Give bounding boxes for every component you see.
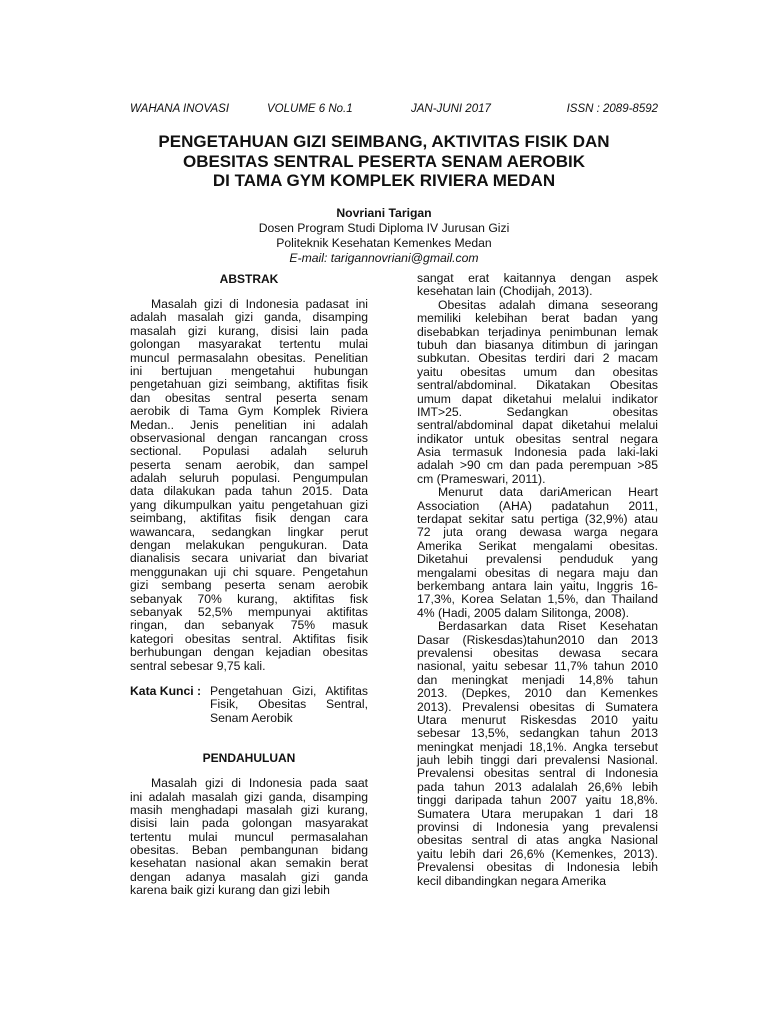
text-line: Dasar (Riskesdas)tahun2010 dan 2013 bbox=[417, 632, 658, 647]
text-line: ringan, dan sebanyak 75% masuk bbox=[130, 618, 368, 633]
right-column bbox=[417, 272, 658, 888]
text-line: mengalami obesitas di negara maju dan bbox=[417, 565, 658, 580]
right-paragraph-3 bbox=[417, 486, 658, 620]
text-line: cm (Prameswari, 2011). bbox=[417, 471, 546, 486]
intro-text bbox=[130, 777, 368, 898]
text-line: Asia termasuk Indonesia pada laki-laki bbox=[417, 445, 658, 460]
text-line: yaitu lebih dari 26,6% (Kemenkes, 2013). bbox=[417, 846, 658, 861]
text-line: tinggi daripada tahun 2007 yaitu 18,8%. bbox=[417, 793, 658, 808]
text-line: berkembang antara lain yaitu, Inggris 16- bbox=[417, 578, 658, 593]
text-line: nasional, yaitu sebesar 11,7% tahun 2010 bbox=[417, 659, 658, 674]
abstract-text bbox=[130, 298, 368, 673]
text-line: Masalah gizi di Indonesia padasat ini bbox=[151, 297, 368, 311]
text-line: Diketahui prevalensi penduduk yang bbox=[417, 552, 658, 567]
text-line: terdapat sekitar satu pertiga (32,9%) atau bbox=[417, 512, 658, 527]
title-line: DI TAMA GYM KOMPLEK RIVIERA MEDAN bbox=[212, 171, 556, 190]
author-affiliation: Dosen Program Studi Diploma IV Jurusan Gizi bbox=[258, 221, 510, 235]
text-line: Senam Aerobik bbox=[210, 710, 293, 725]
journal-volume: VOLUME 6 No.1 bbox=[267, 103, 353, 115]
text-line: ini bertujuan mengetahui hubungan bbox=[130, 363, 368, 378]
text-line: 2013. (Depkes, 2010 dan Kemenkes bbox=[417, 686, 658, 701]
text-line: menggunakan uji chi square. Pengetahun bbox=[130, 564, 368, 579]
text-line: sectional. Populasi adalah seluruh bbox=[130, 444, 368, 459]
text-line: meningkat menjadi 18,1%. Angka tersebut bbox=[417, 739, 658, 754]
text-line: dan meningkat menjadi 14,8% tahun bbox=[417, 672, 658, 687]
text-line: pada tahun 2013 adalalah 26,6% lebih bbox=[417, 779, 658, 794]
text-line: adalah seluruh populasi. Pengumpulan bbox=[130, 471, 368, 486]
text-line: provinsi di Indonesia yang prevalensi bbox=[417, 820, 658, 835]
text-line: masih menghadapi masalah gizi kurang, bbox=[130, 802, 368, 817]
text-line: tubuh dan biasanya ditimbun di jaringan bbox=[417, 337, 658, 352]
text-line: sebanyak 70% kurang, aktifitas fisk bbox=[130, 591, 368, 606]
paper-title bbox=[100, 132, 668, 191]
text-line: yaitu obesitas umum dan obesitas bbox=[417, 364, 658, 379]
author-institution: Politeknik Kesehatan Kemenkes Medan bbox=[276, 236, 492, 250]
text-line: sebesar 13,5%, sedangkan tahun 2013 bbox=[417, 726, 658, 741]
keywords-text bbox=[210, 685, 368, 725]
text-line: Utara menurut Riskesdas 2010 yaitu bbox=[417, 712, 658, 727]
text-line: adalah >90 cm dan pada perempuan >85 bbox=[417, 458, 658, 473]
text-line: dianalisis secara univariat dan bivariat bbox=[130, 551, 368, 566]
intro-heading: PENDAHULUAN bbox=[202, 751, 296, 766]
text-line: berhubungan dengan kejadian obesitas bbox=[130, 645, 368, 660]
text-line: sebanyak 52,5% mempunyai aktifitas bbox=[130, 604, 368, 619]
text-line: 4% (Hadi, 2005 dalam Silitonga, 2008). bbox=[417, 605, 630, 620]
text-line: karena baik gizi kurang dan gizi lebih bbox=[130, 883, 330, 898]
text-line: Obesitas adalah dimana seseorang bbox=[438, 297, 658, 312]
text-line: sangat erat kaitannya dengan aspek bbox=[417, 271, 658, 285]
abstract-heading: ABSTRAK bbox=[219, 272, 279, 286]
text-line: kesehatan nasional akan semakin berat bbox=[130, 856, 368, 871]
text-line: yang dikumpulkan yaitu pengetahuan gizi bbox=[130, 497, 368, 512]
text-line: Prevalensi obesitas sentral di Indonesia bbox=[417, 766, 658, 781]
text-line: obesitas. Beban pembangunan bidang bbox=[130, 843, 368, 858]
text-line: indikator untuk obesitas sentral negara bbox=[417, 431, 658, 446]
text-line: Masalah gizi di Indonesia pada saat bbox=[151, 776, 368, 791]
text-line: prevalensi obesitas dewasa secara bbox=[417, 645, 658, 660]
text-line: dan obesitas sentral peserta senam bbox=[130, 390, 368, 405]
right-paragraph-2 bbox=[417, 299, 658, 486]
text-line: Pengetahuan Gizi, Aktifitas bbox=[210, 683, 368, 698]
text-line: disebabkan terjadinya penimbunan lemak bbox=[417, 324, 658, 339]
left-column bbox=[130, 272, 368, 898]
text-line: gizi sembang peserta senam aerobik bbox=[130, 578, 368, 593]
text-line: muncul permasalahn obesitas. Penelitian bbox=[130, 350, 368, 365]
title-line: PENGETAHUAN GIZI SEIMBANG, AKTIVITAS FISIK DAN bbox=[158, 132, 610, 151]
text-line: obesitas sentral di atas angka Nasional bbox=[417, 833, 658, 848]
text-line: sentral/abdominal dapat diketahui melalui bbox=[417, 418, 658, 433]
text-line: Medan.. Jenis penelitian ini adalah bbox=[130, 417, 368, 432]
text-line: Sumatera Utara merupakan 1 dari 18 bbox=[417, 806, 658, 821]
text-line: masalah gizi kurang, disisi lain pada bbox=[130, 323, 368, 338]
text-line: data dilakukan pada tahun 2015. Data bbox=[130, 484, 368, 499]
right-paragraph-4 bbox=[417, 620, 658, 888]
author-name: Novriani Tarigan bbox=[336, 206, 432, 220]
text-line: Berdasarkan data Riset Kesehatan bbox=[438, 619, 658, 634]
text-line: umum dapat diketahui melalui indikator bbox=[417, 391, 658, 406]
text-line: kecil dibandingkan negara Amerika bbox=[417, 873, 607, 888]
text-line: sentral sebesar 9,75 kali. bbox=[130, 658, 266, 673]
text-line: memiliki kelebihan berat badan yang bbox=[417, 311, 658, 326]
title-line: OBESITAS SENTRAL PESERTA SENAM AEROBIK bbox=[182, 151, 586, 171]
text-line: sentral/abdominal. Dikatakan Obesitas bbox=[417, 378, 658, 393]
text-line: aerobik di Tama Gym Komplek Riviera bbox=[130, 404, 368, 419]
keywords bbox=[130, 685, 368, 725]
journal-name: WAHANA INOVASI bbox=[130, 103, 230, 115]
text-line: disisi lain pada golongan masyarakat bbox=[130, 816, 368, 831]
text-line: subkutan. Obesitas terdiri dari 2 macam bbox=[417, 351, 658, 366]
text-line: peserta senam aerobik, dan sampel bbox=[130, 457, 368, 472]
text-line: tertentu mulai muncul permasalahan bbox=[130, 829, 368, 844]
text-line: observasional dengan rancangan cross bbox=[130, 430, 368, 445]
text-line: golongan masyarakat tertentu mulai bbox=[130, 337, 368, 352]
text-line: kategori obesitas sentral. Aktifitas fisik bbox=[130, 631, 368, 646]
text-line: pengetahuan gizi seimbang, aktifitas fisik bbox=[130, 377, 368, 392]
text-line: ini adalah masalah gizi ganda, disamping bbox=[130, 789, 368, 804]
keywords-label: Kata Kunci : bbox=[130, 683, 202, 698]
text-line: IMT>25. Sedangkan obesitas bbox=[417, 404, 658, 419]
text-line: kesehatan lain (Chodijah, 2013). bbox=[417, 284, 593, 299]
text-line: seimbang, aktifitas fisik dengan cara bbox=[130, 511, 368, 526]
text-line: Amerika Serikat mengalami obesitas. bbox=[417, 538, 658, 553]
text-line: 2013). Prevalensi obesitas di Sumatera bbox=[417, 699, 658, 714]
text-line: 72 juta orang dewasa warga negara bbox=[417, 525, 658, 540]
text-line: jauh lebih tinggi dari prevalensi Nasional. bbox=[417, 753, 658, 768]
author-block bbox=[150, 206, 618, 266]
text-line: 17,3%, Korea Selatan 1,5%, dan Thailand bbox=[417, 592, 658, 607]
right-paragraph-1 bbox=[417, 272, 658, 299]
text-line: dengan melakukan pengukuran. Data bbox=[130, 538, 368, 553]
text-line: adalah masalah gizi ganda, disamping bbox=[130, 310, 368, 325]
text-line: Fisik, Obesitas Sentral, bbox=[210, 697, 368, 712]
text-line: dengan adanya masalah gizi ganda bbox=[130, 869, 368, 884]
text-line: wawancara, sedangkan lingkar perut bbox=[130, 524, 368, 539]
text-line: Association (AHA) padatahun 2011, bbox=[417, 498, 658, 513]
text-line: Menurut data dariAmerican Heart bbox=[438, 485, 658, 500]
journal-period: JAN-JUNI 2017 bbox=[411, 103, 491, 115]
journal-issn: ISSN : 2089-8592 bbox=[566, 103, 658, 115]
text-line: Prevalensi obesitas di Indonesia lebih bbox=[417, 860, 658, 875]
author-email: E-mail: tarigannovriani@gmail.com bbox=[289, 251, 479, 265]
